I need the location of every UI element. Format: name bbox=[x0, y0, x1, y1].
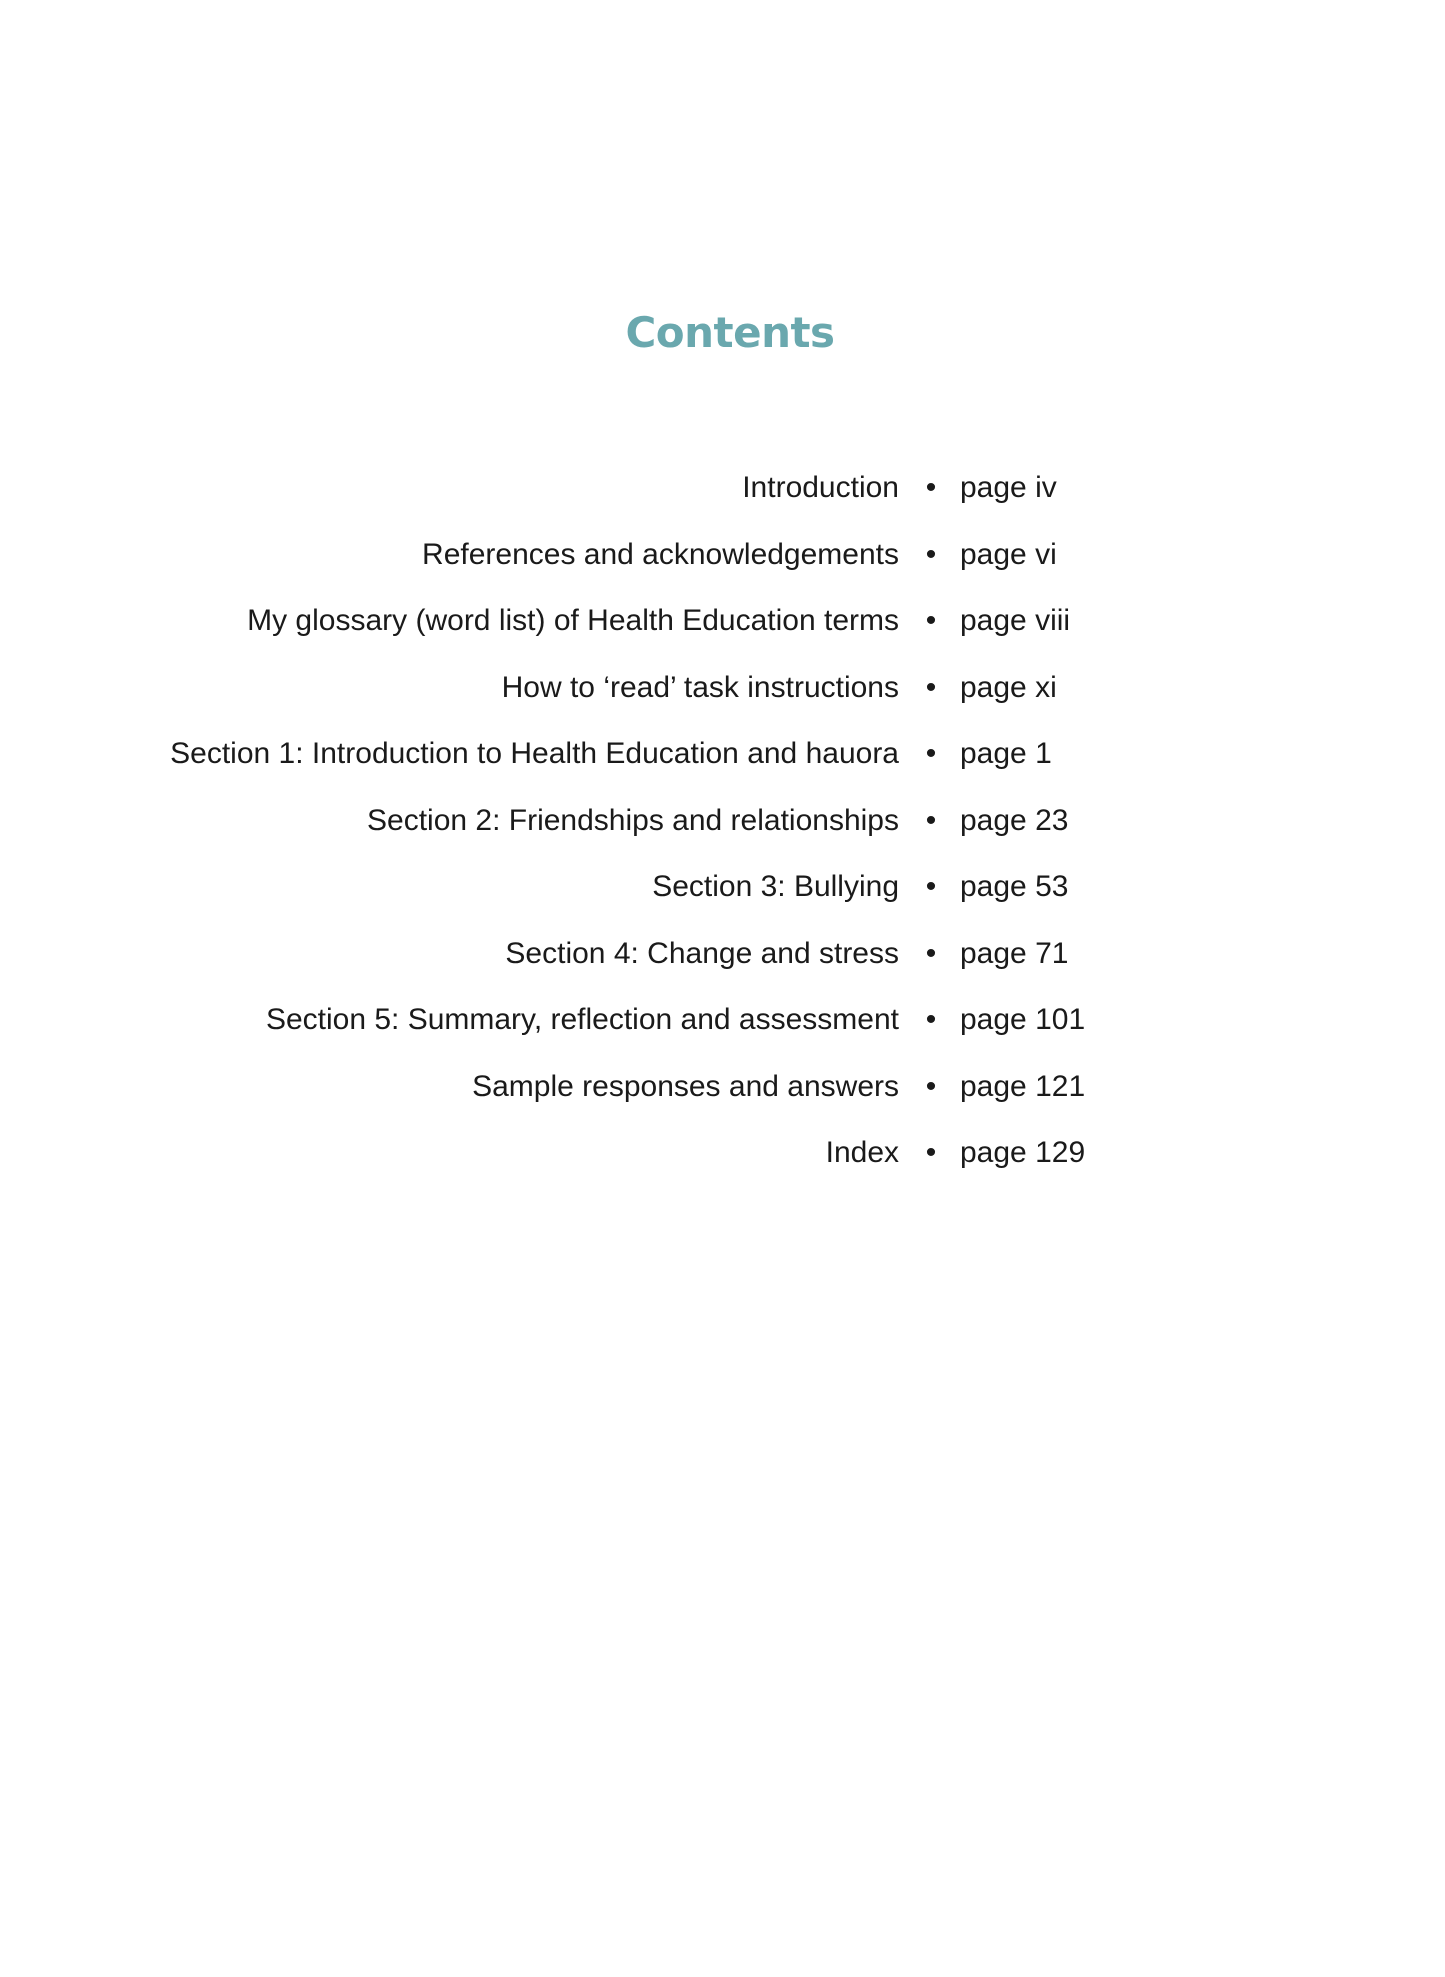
bullet-icon: • bbox=[925, 803, 937, 837]
bullet-icon: • bbox=[925, 936, 937, 970]
toc-entry-label: Sample responses and answers bbox=[472, 1069, 899, 1103]
toc-entry-label: Section 1: Introduction to Health Education and hauora bbox=[170, 737, 899, 770]
bullet-icon: • bbox=[925, 471, 937, 504]
bullet-icon: • bbox=[925, 604, 937, 637]
toc-entry-label: Index bbox=[825, 1136, 899, 1169]
toc-entry-label: References and acknowledgements bbox=[422, 537, 899, 571]
bullet-icon: • bbox=[925, 670, 937, 704]
bullet-icon: • bbox=[925, 1136, 937, 1169]
toc-entry-page: page viii bbox=[960, 604, 1071, 637]
toc-entry bbox=[0, 921, 1445, 988]
toc-entry bbox=[0, 987, 1445, 1054]
toc-entry-label: How to ‘read’ task instructions bbox=[501, 670, 899, 704]
bullet-icon: • bbox=[925, 737, 937, 770]
toc-entry bbox=[0, 522, 1445, 589]
toc-entry-label: Section 4: Change and stress bbox=[505, 936, 899, 970]
toc-entry bbox=[0, 1054, 1445, 1121]
toc-entry-page: page 71 bbox=[960, 936, 1069, 970]
toc-entry-label: My glossary (word list) of Health Education terms bbox=[247, 604, 899, 637]
toc-entry-page: page 1 bbox=[960, 737, 1052, 770]
toc-entry-page: page vi bbox=[960, 537, 1057, 571]
toc-entry bbox=[0, 788, 1445, 855]
toc-entry-label: Section 2: Friendships and relationships bbox=[367, 803, 899, 837]
bullet-icon: • bbox=[925, 870, 937, 903]
toc-entry bbox=[0, 854, 1445, 921]
toc-entry bbox=[0, 655, 1445, 722]
toc-entry bbox=[0, 1120, 1445, 1187]
toc-entry-label: Introduction bbox=[742, 471, 899, 504]
toc-entry-page: page 53 bbox=[960, 870, 1069, 903]
toc-entry-page: page 23 bbox=[960, 803, 1069, 837]
toc-entry bbox=[0, 588, 1445, 655]
toc-entry-page: page 101 bbox=[960, 1003, 1086, 1036]
bullet-icon: • bbox=[925, 1003, 937, 1036]
toc-entry-label: Section 5: Summary, reflection and assessment bbox=[265, 1003, 899, 1036]
toc-entry-page: page xi bbox=[960, 670, 1057, 704]
toc-entry bbox=[0, 455, 1445, 522]
toc-entry bbox=[0, 721, 1445, 788]
toc-entry-page: page 129 bbox=[960, 1136, 1086, 1169]
toc-entry-page: page 121 bbox=[960, 1069, 1086, 1103]
table-of-contents bbox=[0, 455, 1445, 1187]
toc-entry-label: Section 3: Bullying bbox=[652, 870, 899, 903]
toc-entry-page: page iv bbox=[960, 471, 1057, 504]
page-title: Contents bbox=[625, 308, 835, 357]
bullet-icon: • bbox=[925, 537, 937, 571]
bullet-icon: • bbox=[925, 1069, 937, 1103]
